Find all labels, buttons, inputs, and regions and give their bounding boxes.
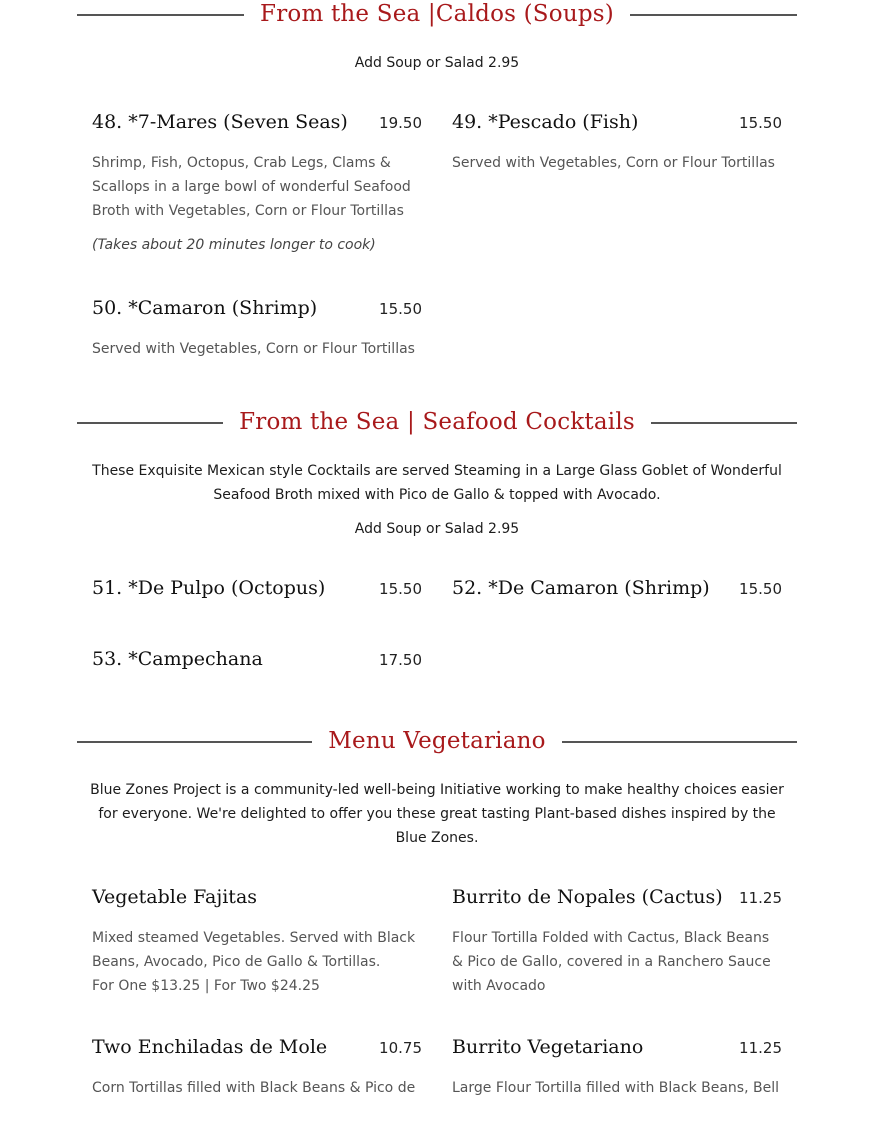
item-price: 15.50 — [379, 300, 422, 318]
menu-item — [452, 886, 782, 998]
section-title: Menu Vegetariano — [312, 728, 561, 754]
item-pricing-options: For One $13.25 | For Two $24.25 — [92, 978, 320, 994]
section-intro — [77, 51, 797, 75]
menu-item — [92, 886, 422, 998]
section-title: From the Sea | Seafood Cocktails — [223, 409, 651, 435]
item-description: Mixed steamed Vegetables. Served with Black Beans, Avocado, Pico de Gallo & Tortillas. — [92, 930, 416, 970]
item-name: 50. *Camaron (Shrimp) — [92, 297, 318, 319]
section-intro — [77, 459, 797, 541]
menu-item — [92, 1036, 422, 1100]
item-name: Burrito Vegetariano — [452, 1036, 644, 1058]
section-header-vegetariano — [77, 716, 797, 766]
item-note: (Takes about 20 minutes longer to cook) — [92, 237, 376, 253]
item-price: 19.50 — [379, 114, 422, 132]
item-name: 51. *De Pulpo (Octopus) — [92, 577, 326, 599]
intro-text: Add Soup or Salad 2.95 — [354, 55, 520, 71]
item-name: Burrito de Nopales (Cactus) — [452, 886, 723, 908]
item-description: Corn Tortillas filled with Black Beans & Pico de — [92, 1080, 416, 1096]
item-price: 15.50 — [379, 580, 422, 598]
item-price: 11.25 — [739, 889, 782, 907]
item-name: 53. *Campechana — [92, 648, 263, 670]
intro-text: Blue Zones Project is a community-led well-being Initiative working to make healthy choices easier for everyone. We're delighted to offer you these great tasting Plant-based dishes inspired by the Blue Zones. — [90, 782, 784, 846]
intro-text: Add Soup or Salad 2.95 — [354, 521, 520, 537]
item-description: Flour Tortilla Folded with Cactus, Black Beans & Pico de Gallo, covered in a Ranchero Sauce with Avocado — [452, 930, 771, 994]
section-title: From the Sea |Caldos (Soups) — [244, 1, 630, 27]
item-name: Two Enchiladas de Mole — [92, 1036, 328, 1058]
menu-item — [92, 297, 422, 361]
menu-item — [452, 1036, 782, 1100]
item-price: 17.50 — [379, 651, 422, 669]
menu-item — [92, 648, 422, 678]
item-description: Large Flour Tortilla filled with Black Beans, Bell — [452, 1080, 779, 1096]
item-name: 48. *7-Mares (Seven Seas) — [92, 111, 348, 133]
item-price: 15.50 — [739, 580, 782, 598]
menu-item — [92, 111, 422, 257]
section-header-cocktails — [77, 397, 797, 447]
intro-text: These Exquisite Mexican style Cocktails are served Steaming in a Large Glass Goblet of Wonderful Seafood Broth mixed with Pico de Gallo & topped with Avocado. — [92, 463, 782, 503]
menu-items-grid — [92, 886, 782, 1100]
section-header-caldos — [77, 0, 797, 39]
item-price: 10.75 — [379, 1039, 422, 1057]
item-name: 52. *De Camaron (Shrimp) — [452, 577, 710, 599]
item-description: Served with Vegetables, Corn or Flour Tortillas — [92, 341, 415, 357]
item-description: Served with Vegetables, Corn or Flour Tortillas — [452, 155, 775, 171]
item-description: Shrimp, Fish, Octopus, Crab Legs, Clams & Scallops in a large bowl of wonderful Seafood Broth with Vegetables, Corn or Flour Tortillas — [92, 155, 411, 219]
menu-items-grid — [92, 577, 782, 678]
menu-item — [452, 577, 782, 607]
section-intro — [77, 778, 797, 850]
menu-item — [452, 111, 782, 257]
item-name: Vegetable Fajitas — [92, 886, 258, 908]
item-price: 15.50 — [739, 114, 782, 132]
item-name: 49. *Pescado (Fish) — [452, 111, 639, 133]
menu-item — [92, 577, 422, 607]
menu-items-grid — [92, 111, 782, 361]
item-price: 11.25 — [739, 1039, 782, 1057]
